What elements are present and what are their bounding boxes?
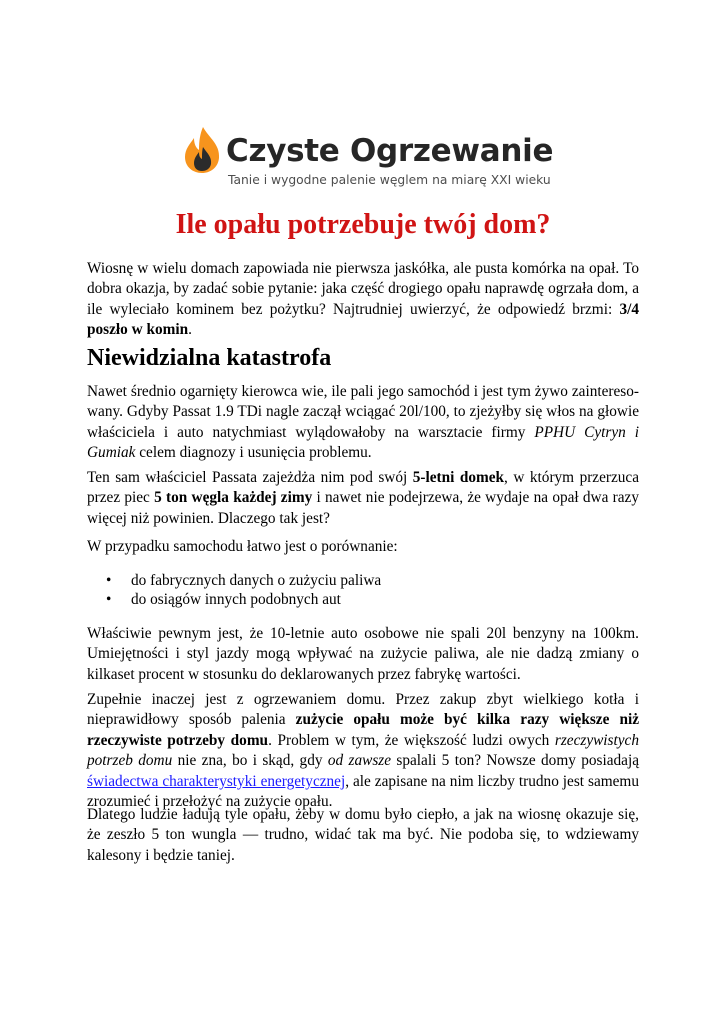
paragraph-text: , ale zapisane na nim liczby trudno jest samemu zrozumieć i przełożyć na zużycie opału. — [87, 772, 639, 811]
flame-icon — [182, 126, 222, 174]
paragraph-text: Ten sam właściciel Passata zajeżdża nim pod swój — [87, 469, 413, 486]
paragraph-text: , w którym przerzuca przez piec — [87, 469, 639, 507]
comparison-list — [87, 572, 639, 609]
brand-name: Czyste Ogrzewanie — [226, 133, 554, 169]
paragraph-text: i nawet nie podejrzewa, że wydaje na opał dwa razy więcej niż powinien. Dlaczego tak jest? — [87, 489, 639, 527]
paragraph-house-owner — [87, 468, 639, 529]
paragraph-text: Zupełnie inaczej jest z ogrzewaniem domu. Przez zakup zbyt wielkiego kotła i nieprawidłowy sposób palenia — [87, 691, 639, 729]
paragraph-home-heating — [87, 690, 639, 812]
list-item — [87, 572, 639, 591]
intro-end: . — [188, 321, 192, 339]
paragraph-text: spalali 5 ton? Nowsze domy posiadają — [391, 752, 639, 770]
coal-amount-emphasis: 5 ton węgla każdej zimy — [154, 489, 313, 507]
intro-paragraph — [87, 259, 639, 341]
italic-phrase: rzeczywistych potrzeb domu — [87, 731, 639, 770]
list-item — [87, 591, 639, 610]
paragraph-text: Nawet średnio ogarnięty kierowca wie, ile pali jego samochód i jest tym żywo zainteresowany. Gdyby Passat 1.9 TDi nagle zaczął wciągać 20l/100, to zjeżyłby się włos na głowie właściciela i auto natychmiast wylądowałoby na warsztacie firmy — [87, 383, 639, 441]
brand-tagline: Tanie i wygodne palenie węglem na miarę XXI wieku — [228, 173, 551, 187]
house-age-emphasis: 5-letni domek — [412, 469, 505, 486]
page-title: Ile opału potrzebuje twój dom? — [175, 209, 551, 240]
intro-emphasis: 3/4 poszło w komin — [87, 300, 639, 339]
paragraph-text: nie zna, bo i skąd, gdy — [172, 752, 328, 770]
paragraph-comparison-intro: W przypadku samochodu łatwo jest o porównanie: — [87, 538, 398, 555]
paragraph-car-owner — [87, 382, 639, 464]
bullet-icon: • — [106, 572, 112, 589]
paragraph-text: celem diagnozy i usunięcia problemu. — [135, 444, 372, 462]
paragraph-car-fuel: Właściwie pewnym jest, że 10-letnie auto osobowe nie spali 20l benzyny na 100km. Umiejętności i styl jazdy mogą wpływać na zużycie paliwa, ale nie dadzą zmiany o kilkaset procent w stosunku do deklarowanych przez fabrykę wartości. — [87, 625, 639, 683]
paragraph-text: . Problem w tym, że większość ludzi owych — [268, 731, 555, 749]
bullet-icon: • — [106, 590, 112, 608]
paragraph-conclusion: Dlatego ludzie ładują tyle opału, żeby w domu było ciepło, a jak na wiosnę okazuje się, że zeszło 5 ton wungla — trudno, widać tak ma być. Nie podoba się, to wdziewamy kalesony i będzie taniej. — [87, 806, 639, 864]
section-heading: Niewidzialna katastrofa — [87, 345, 332, 371]
consumption-emphasis: zużycie opału może być kilka razy większe niż rzeczywiste potrzeby domu — [87, 711, 639, 749]
intro-text: Wiosnę w wielu domach zapowiada nie pierwsza jaskółka, ale pusta komórka na opał. To dobra okazja, by zadać sobie pytanie: jaka część drogiego opału naprawdę ogrzała dom, a ile wyleciało kominem bez pożytku? Najtrudniej uwierzyć, że odpowiedź brzmi: — [87, 260, 639, 318]
energy-certificate-link[interactable]: świadectwa charakterystyki energetycznej — [87, 772, 346, 790]
italic-phrase: od zawsze — [327, 752, 392, 770]
company-name: PPHU Cytryn i Gumiak — [87, 423, 639, 462]
brand-logo — [182, 126, 554, 196]
list-item-text: do osiągów innych podobnych aut — [131, 590, 341, 608]
list-item-text: do fabrycznych danych o zużyciu paliwa — [131, 572, 382, 589]
